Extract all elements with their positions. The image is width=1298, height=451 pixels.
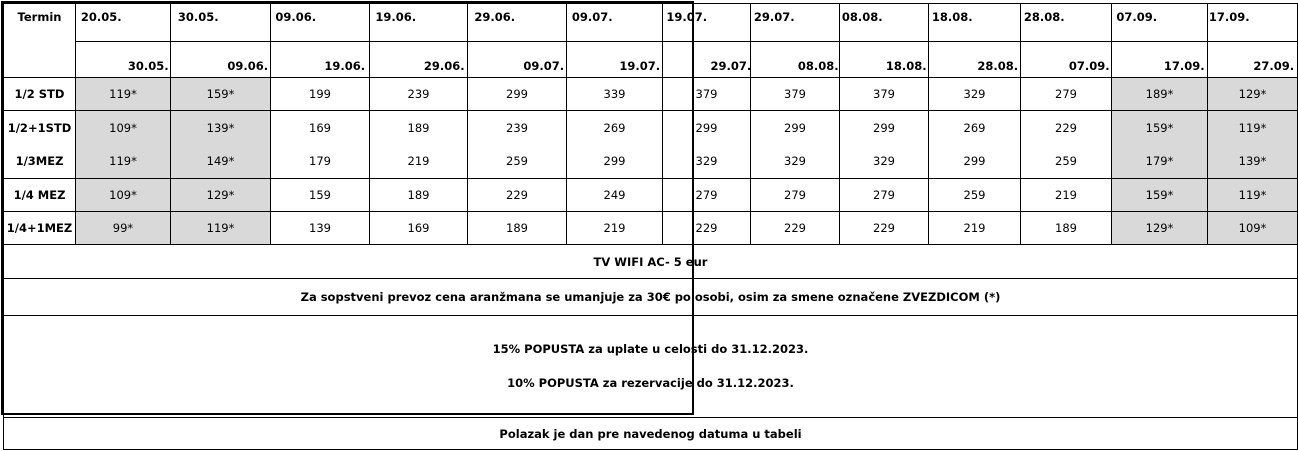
period-spacer: [885, 4, 929, 42]
price-cell: 299: [963, 153, 986, 168]
room-type-label-group: [4, 111, 76, 179]
price-cell: 189: [407, 120, 430, 135]
header-row-to: [4, 42, 1298, 78]
period-to-date: 29.06.: [422, 42, 468, 78]
price-cell-group: [751, 111, 840, 179]
period-spacer: [663, 42, 711, 78]
period-to-date: 17.09.: [1162, 42, 1208, 78]
price-cell: 119*: [171, 212, 271, 245]
price-cell-group: [663, 111, 751, 179]
price-cell-group: [1112, 111, 1208, 179]
period-from-date: 29.06.: [468, 4, 522, 42]
price-cell: 239: [370, 78, 468, 111]
price-cell: 159*: [1112, 179, 1208, 212]
discount-note: [4, 316, 1298, 418]
room-type-label: 1/2+1STD: [7, 120, 72, 135]
room-type-label: 1/3MEZ: [15, 153, 64, 168]
period-spacer: [798, 4, 840, 42]
own-transport-note: [4, 279, 1298, 316]
price-cell: 299: [603, 153, 626, 168]
price-cell: 139: [271, 212, 370, 245]
price-cell-group: [171, 111, 271, 179]
price-table: [3, 3, 1298, 450]
period-to-date: 19.06.: [321, 42, 370, 78]
departure-note: [4, 418, 1298, 450]
price-cell: 299: [873, 120, 895, 135]
period-spacer: [226, 4, 271, 42]
period-from-date: 17.09.: [1208, 4, 1251, 42]
period-to-date: 09.06.: [226, 42, 271, 78]
price-cell: 279: [751, 179, 840, 212]
price-cell: 219: [567, 212, 663, 245]
period-to-date: 29.07.: [711, 42, 751, 78]
termin-header: Termin: [4, 4, 76, 78]
period-from-date: 19.07.: [663, 4, 711, 42]
price-cell: 329: [784, 153, 806, 168]
price-cell: 299: [784, 120, 806, 135]
period-from-date: 29.07.: [751, 4, 798, 42]
period-to-date: 28.08.: [976, 42, 1021, 78]
price-cell: 189: [468, 212, 567, 245]
discount-note-text: 10% POPUSTA za rezervacije do 31.12.2023.: [507, 376, 794, 390]
period-from-date: 18.08.: [929, 4, 976, 42]
period-spacer: [1021, 42, 1068, 78]
period-spacer: [422, 4, 468, 42]
price-cell: 299: [468, 78, 567, 111]
discount-note-row: [4, 316, 1298, 418]
period-spacer: [271, 42, 321, 78]
period-spacer: [468, 42, 522, 78]
price-cell: 119*: [76, 78, 171, 111]
price-cell: 379: [663, 78, 751, 111]
price-cell: 99*: [76, 212, 171, 245]
price-cell-group: [468, 111, 567, 179]
period-from-date: 07.09.: [1112, 4, 1162, 42]
period-to-date: 30.05.: [127, 42, 171, 78]
price-cell: 329: [873, 153, 895, 168]
price-cell: 229: [468, 179, 567, 212]
price-cell: 179*: [1145, 153, 1174, 168]
period-to-date: 27.09.: [1251, 42, 1298, 78]
amenities-note-text: TV WIFI AC- 5 eur: [593, 254, 708, 269]
period-from-date: 19.06.: [370, 4, 422, 42]
price-cell: 139*: [206, 120, 235, 135]
price-cell: 109*: [109, 120, 137, 135]
amenities-note-row: [4, 245, 1298, 279]
price-cell: 329: [929, 78, 1021, 111]
price-cell: 259: [506, 153, 528, 168]
price-cell: 229: [840, 212, 929, 245]
price-cell: 129*: [171, 179, 271, 212]
period-from-date: 20.05.: [76, 4, 127, 42]
price-cell: 119*: [1238, 120, 1267, 135]
price-cell: 269: [963, 120, 986, 135]
price-cell: 219: [1021, 179, 1112, 212]
price-cell: 189: [370, 179, 468, 212]
price-cell: 229: [663, 212, 751, 245]
period-spacer: [1162, 4, 1208, 42]
period-spacer: [1251, 4, 1298, 42]
price-cell-group: [370, 111, 468, 179]
price-cell: 279: [1021, 78, 1112, 111]
period-to-date: 09.07.: [522, 42, 567, 78]
period-spacer: [76, 42, 127, 78]
price-cell: 379: [840, 78, 929, 111]
price-cell: 169: [309, 120, 331, 135]
price-cell: 119*: [109, 153, 137, 168]
period-spacer: [976, 4, 1021, 42]
header-row-from: [4, 4, 1298, 42]
price-cell: 379: [751, 78, 840, 111]
amenities-note: [4, 245, 1298, 279]
period-spacer: [751, 42, 798, 78]
period-spacer: [618, 4, 663, 42]
period-spacer: [711, 4, 751, 42]
price-cell: 159: [271, 179, 370, 212]
price-cell: 239: [506, 120, 528, 135]
price-cell: 229: [751, 212, 840, 245]
price-cell: 129*: [1112, 212, 1208, 245]
price-cell: 189*: [1112, 78, 1208, 111]
price-cell: 229: [1055, 120, 1077, 135]
price-cell: 199: [271, 78, 370, 111]
price-cell: 149*: [206, 153, 235, 168]
price-cell-group: [567, 111, 663, 179]
price-cell-group: [840, 111, 929, 179]
table-row: [4, 78, 1298, 111]
period-from-date: 09.07.: [567, 4, 618, 42]
price-cell: 189: [1021, 212, 1112, 245]
price-cell: 269: [603, 120, 626, 135]
period-spacer: [522, 4, 567, 42]
departure-note-text: Polazak je dan pre navedenog datuma u tabeli: [499, 426, 802, 441]
price-cell: 109*: [76, 179, 171, 212]
discount-note-text: 15% POPUSTA za uplate u celosti do 31.12.2023.: [492, 342, 809, 356]
period-to-date: 07.09.: [1068, 42, 1112, 78]
price-cell-group: [76, 111, 171, 179]
price-cell: 339: [567, 78, 663, 111]
period-to-date: 19.07.: [618, 42, 663, 78]
own-transport-note-text: Za sopstveni prevoz cena aranžmana se umanjuje za 30€ po osobi, osim za smene označene ZVEZDICOM (*): [300, 290, 1001, 304]
period-from-date: 08.08.: [840, 4, 885, 42]
period-spacer: [127, 4, 171, 42]
price-cell: 169: [370, 212, 468, 245]
price-cell: 219: [929, 212, 1021, 245]
period-spacer: [567, 42, 618, 78]
table-row: [4, 179, 1298, 212]
price-cell: 159*: [171, 78, 271, 111]
period-from-date: 09.06.: [271, 4, 321, 42]
room-type-label: 1/4 MEZ: [4, 179, 76, 212]
price-cell-group: [1208, 111, 1298, 179]
price-cell: 219: [407, 153, 430, 168]
price-cell: 129*: [1208, 78, 1298, 111]
period-spacer: [1068, 4, 1112, 42]
price-cell: 139*: [1238, 153, 1267, 168]
room-type-label: 1/4+1MEZ: [4, 212, 76, 245]
table-row-group: [4, 111, 1298, 179]
price-cell: 159*: [1145, 120, 1174, 135]
price-cell: 119*: [1208, 179, 1298, 212]
period-to-date: 18.08.: [885, 42, 929, 78]
own-transport-note-row: [4, 279, 1298, 316]
period-spacer: [321, 4, 370, 42]
price-cell: 249: [567, 179, 663, 212]
period-spacer: [840, 42, 885, 78]
room-type-label: 1/2 STD: [4, 78, 76, 111]
period-from-date: 30.05.: [171, 4, 226, 42]
period-spacer: [171, 42, 226, 78]
price-cell: 279: [663, 179, 751, 212]
period-spacer: [1112, 42, 1162, 78]
price-cell: 259: [1055, 153, 1077, 168]
departure-note-row: [4, 418, 1298, 450]
price-cell: 299: [695, 120, 718, 135]
period-spacer: [370, 42, 422, 78]
period-to-date: 08.08.: [798, 42, 840, 78]
price-cell: 109*: [1208, 212, 1298, 245]
price-cell-group: [271, 111, 370, 179]
price-cell: 329: [695, 153, 718, 168]
period-from-date: 28.08.: [1021, 4, 1068, 42]
period-spacer: [1208, 42, 1251, 78]
table-row: [4, 212, 1298, 245]
price-cell-group: [929, 111, 1021, 179]
price-cell: 279: [840, 179, 929, 212]
price-cell: 259: [929, 179, 1021, 212]
price-cell-group: [1021, 111, 1112, 179]
price-cell: 179: [309, 153, 331, 168]
period-spacer: [929, 42, 976, 78]
